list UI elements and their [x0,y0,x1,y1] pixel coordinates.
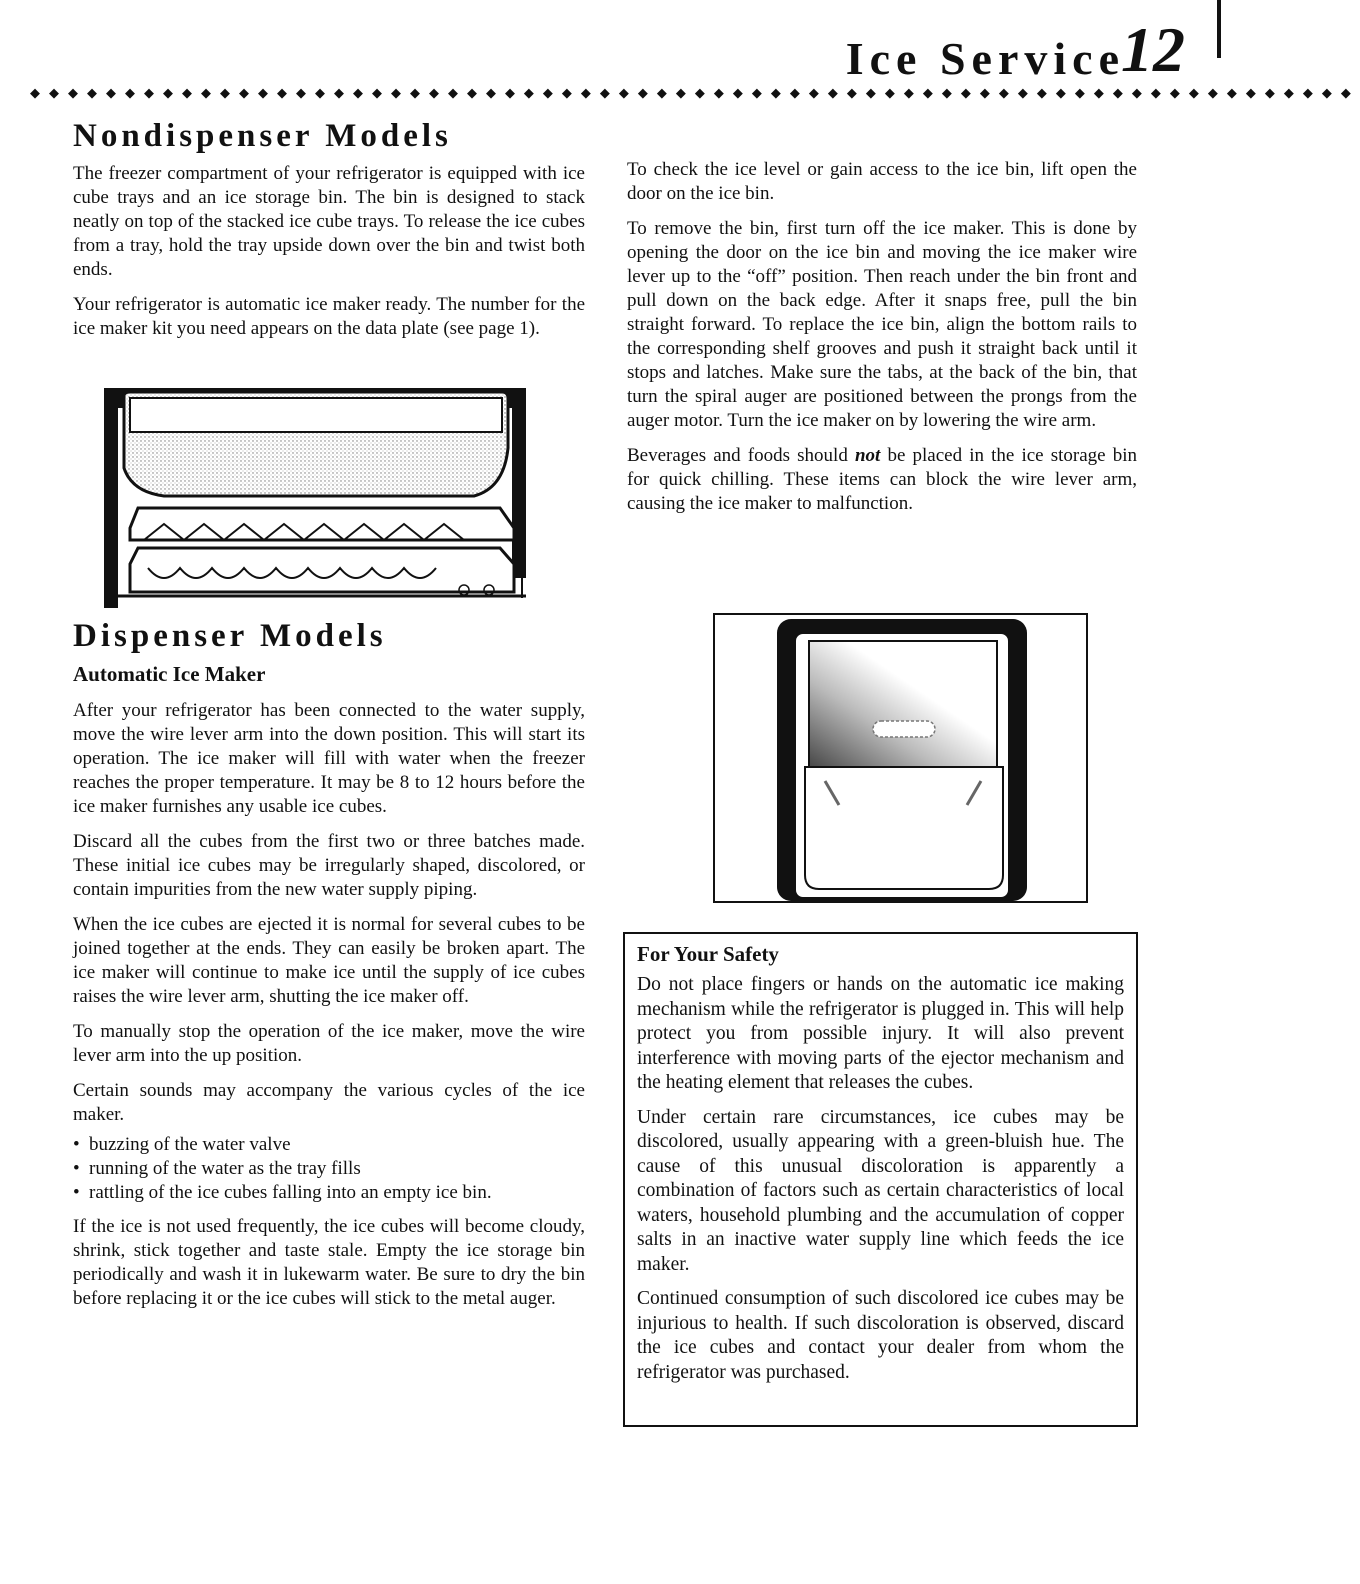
dispenser-paragraph: After your refrigerator has been connected to the water supply, move the wire lever arm into the down position. This will start its operation. The ice maker will fill with water when the freezer reaches the proper temperature. It may be 8 to 12 hours before the ice maker furnishes any usable ice cubes. [73,699,585,817]
automatic-ice-maker-subtitle: Automatic Ice Maker [73,661,266,686]
list-item-text: running of the water as the tray fills [89,1157,361,1179]
ice-level-paragraph: To check the ice level or gain access to the ice bin, lift open the door on the ice bin. [627,159,1137,204]
beverages-warning-paragraph [627,444,1137,516]
left-column [73,118,585,352]
ice-bin-illustration [713,613,1088,903]
right-column [627,158,1137,527]
page-header-title: Ice Service [845,33,1125,84]
remove-bin-paragraph: To remove the bin, first turn off the ice maker. This is done by opening the door on the ice bin and moving the ice maker wire lever up to the “off” position. Then reach under the bin front and pull down on the back edge. After it snaps free, pull the bin straight forward. To replace the ice bin, align the bottom rails to the corresponding shelf grooves and push it straight back until it stops and latches. Make sure the tabs, at the back of the bin, that turn the spiral auger are positioned between the prongs from the auger motor. Turn the ice maker on by lowering the wire arm. [627,218,1137,431]
safety-notice-box [623,932,1138,1427]
text-run: Beverages and foods should [627,445,855,466]
nondispenser-paragraph: The freezer compartment of your refrigerator is equipped with ice cube trays and an ice storage bin. The bin is designed to stack neatly on top of the stacked ice cube trays. To release the ice cubes from a tray, hold the tray upside down over the bin and twist both ends. [73,162,585,280]
page-number: 12 [1121,14,1185,85]
list-item [73,1133,585,1157]
ice-maker-sounds-list [73,1133,585,1205]
bullet-icon: • [73,1157,80,1179]
dispenser-paragraph: Discard all the cubes from the first two or three batches made. These initial ice cubes may be irregularly shaped, discolored, or contain impurities from the new water supply piping. [73,830,585,900]
dispenser-title: Dispenser Models [73,618,387,654]
safety-title: For Your Safety [637,942,779,966]
nondispenser-paragraph: Your refrigerator is automatic ice maker ready. The number for the ice maker kit you need appears on the data plate (see page 1). [73,293,585,339]
safety-paragraph: Continued consumption of such discolored ice cubes may be injurious to health. If such discoloration is observed, discard the ice cubes and contact your dealer from whom the refrigerator was purchased. [637,1288,1124,1383]
list-item-text: buzzing of the water valve [89,1133,291,1155]
safety-paragraph: Do not place fingers or hands on the automatic ice making mechanism while the refrigerator is plugged in. This will help protect you from possible injury. It will also prevent interference with moving parts of the ejector mechanism and the heating element that releases the cubes. [637,974,1124,1093]
safety-paragraph: Under certain rare circumstances, ice cubes may be discolored, usually appearing with a green-bluish hue. The cause of this unusual discoloration is apparently a combination of factors such as certain characteristics of local waters, household plumbing and the accumulation of copper salts in an inactive water supply line which feeds the ice maker. [637,1106,1124,1275]
list-item-text: rattling of the ice cubes falling into an empty ice bin. [89,1181,492,1203]
diamond-divider-rule: ◆◆◆◆◆◆◆◆◆◆◆◆◆◆◆◆◆◆◆◆◆◆◆◆◆◆◆◆◆◆◆◆◆◆◆◆◆◆◆◆◆◆◆◆◆◆◆◆◆◆◆◆◆◆◆◆◆◆◆◆◆◆◆◆◆◆◆◆◆◆ [30,85,1360,100]
bullet-icon: • [73,1181,80,1203]
dispenser-closing-paragraph: If the ice is not used frequently, the ice cubes will become cloudy, shrink, stick together and taste stale. Empty the ice storage bin periodically and wash it in lukewarm water. Be sure to dry the bin before replacing it or the ice cubes will stick to the metal auger. [73,1215,585,1309]
list-item [73,1157,585,1181]
dispenser-paragraph: To manually stop the operation of the ice maker, move the wire lever arm into the up position. [73,1020,585,1066]
dispenser-paragraph: Certain sounds may accompany the various cycles of the ice maker. [73,1079,585,1125]
dispenser-section [73,618,585,1322]
list-item [73,1181,585,1205]
page-edge-mark [1217,0,1221,58]
bullet-icon: • [73,1133,80,1155]
dispenser-paragraph: When the ice cubes are ejected it is normal for several cubes to be joined together at the ends. They can easily be broken apart. The ice maker will continue to make ice until the supply of ice cubes raises the wire lever arm, shutting the ice maker off. [73,913,585,1007]
text-run: be placed in the ice storage bin for quick chilling. These items can block the wire lever arm, causing the ice maker to malfunction. [627,445,1137,514]
emphasis-text: not [854,445,881,466]
nondispenser-title: Nondispenser Models [73,118,452,154]
ice-tray-bin-illustration [104,388,526,608]
